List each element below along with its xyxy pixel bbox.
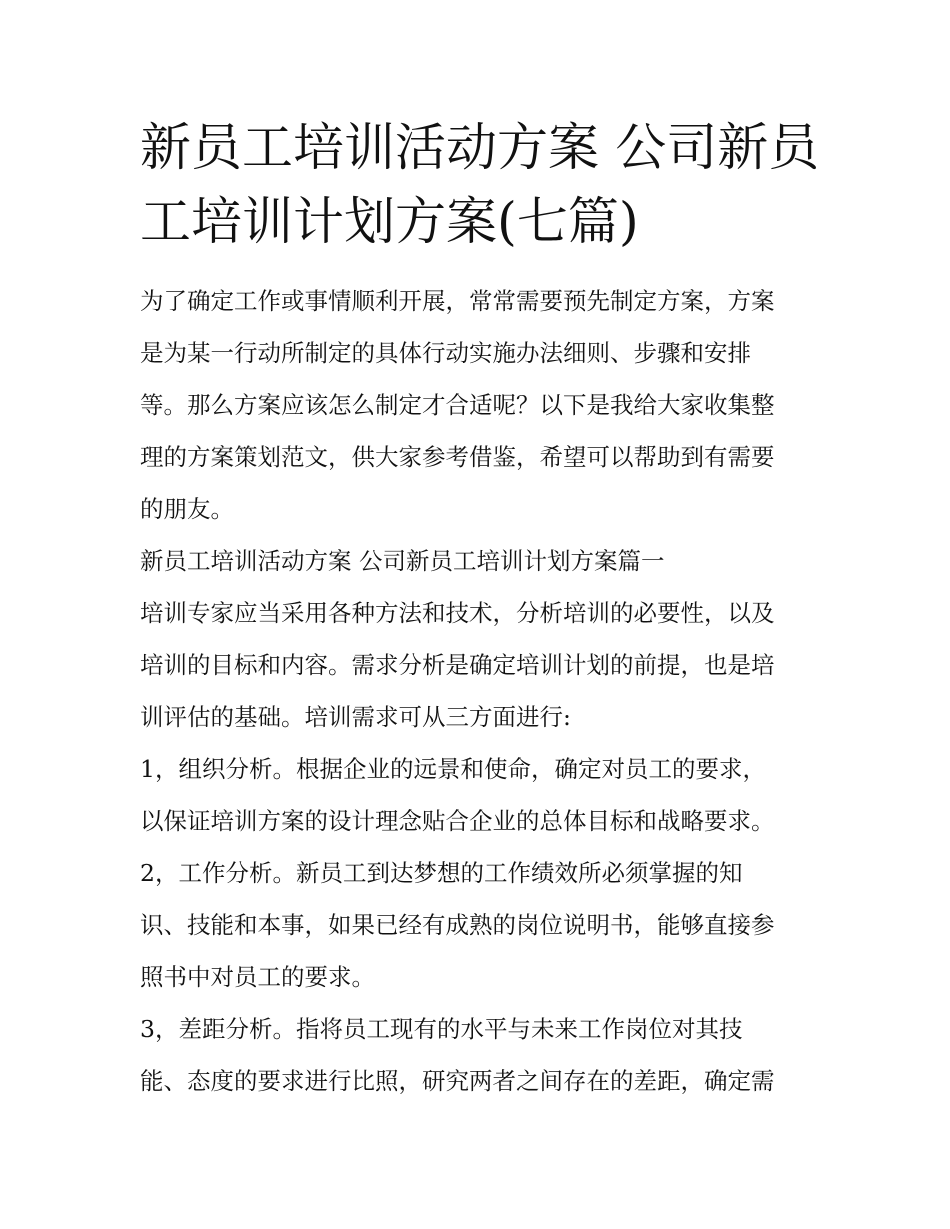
body-line: 是为某一行动所制定的具体行动实施办法细则、步骤和安排 bbox=[140, 339, 751, 367]
list-item-line: 2，工作分析。新员工到达梦想的工作绩效所必须掌握的知 bbox=[140, 859, 743, 887]
body-line: 等。那么方案应该怎么制定才合适呢？以下是我给大家收集整 bbox=[140, 391, 775, 419]
list-item-line: 能、态度的要求进行比照，研究两者之间存在的差距，确定需 bbox=[140, 1067, 775, 1095]
list-item-line: 1，组织分析。根据企业的远景和使命，确定对员工的要求， bbox=[140, 755, 766, 783]
section-heading: 新员工培训活动方案 公司新员工培训计划方案篇一 bbox=[140, 547, 665, 575]
list-item-line: 识、技能和本事，如果已经有成熟的岗位说明书，能够直接参 bbox=[140, 911, 775, 939]
list-item-line: 以保证培训方案的设计理念贴合企业的总体目标和战略要求。 bbox=[140, 807, 775, 835]
title-line-2: 工培训计划方案(七篇) bbox=[140, 193, 639, 252]
body-line: 理的方案策划范文，供大家参考借鉴，希望可以帮助到有需要 bbox=[140, 443, 775, 471]
body-line: 的朋友。 bbox=[140, 495, 234, 523]
document-title bbox=[140, 112, 820, 260]
list-item-line: 照书中对员工的要求。 bbox=[140, 963, 375, 991]
body-line: 培训的目标和内容。需求分析是确定培训计划的前提，也是培 bbox=[140, 651, 775, 679]
document-body bbox=[140, 275, 820, 1107]
body-line: 培训专家应当采用各种方法和技术，分析培训的必要性，以及 bbox=[140, 599, 775, 627]
title-line-1: 新员工培训活动方案 公司新员 bbox=[140, 119, 820, 178]
list-item-line: 3，差距分析。指将员工现有的水平与未来工作岗位对其技 bbox=[140, 1015, 743, 1043]
body-line: 为了确定工作或事情顺利开展，常常需要预先制定方案，方案 bbox=[140, 287, 775, 315]
body-line: 训评估的基础。培训需求可从三方面进行: bbox=[140, 703, 571, 731]
